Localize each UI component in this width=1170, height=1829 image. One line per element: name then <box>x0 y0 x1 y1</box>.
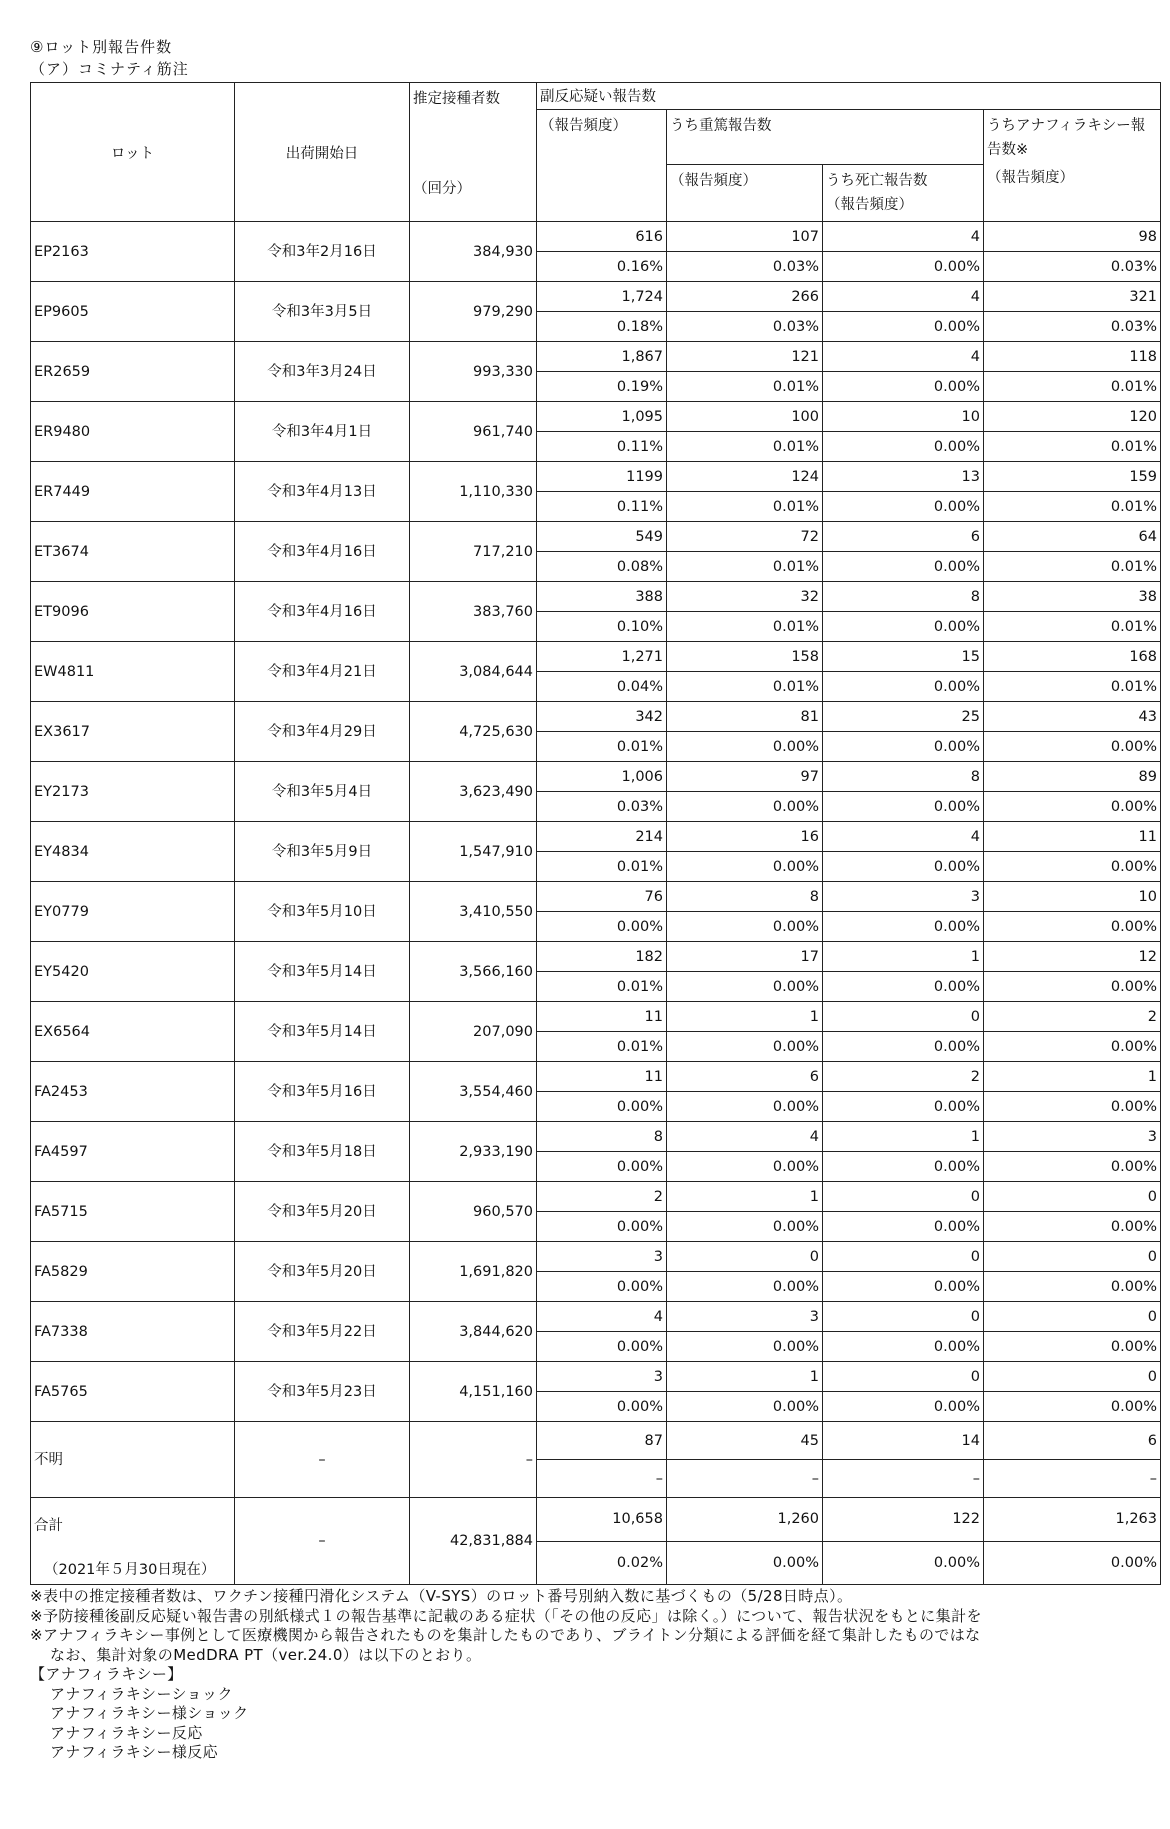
vaccinated-cell: 960,570 <box>410 1182 537 1242</box>
vaccinated-cell: 979,290 <box>410 282 537 342</box>
anaphylaxis-count-cell: 12 <box>984 942 1161 972</box>
lot-cell: 不明 <box>31 1422 235 1498</box>
suspected-count-cell: 214 <box>537 822 667 852</box>
death-count-cell: 2 <box>823 1062 984 1092</box>
serious-count-cell: 72 <box>667 522 823 552</box>
anaphylaxis-count-cell: 120 <box>984 402 1161 432</box>
suspected-count-cell: 549 <box>537 522 667 552</box>
suspected-count-cell: 1,006 <box>537 762 667 792</box>
death-count-cell: 8 <box>823 762 984 792</box>
lot-cell: FA5715 <box>31 1182 235 1242</box>
table-row <box>31 282 1161 312</box>
death-freq-cell: 0.00% <box>823 912 984 942</box>
serious-count-cell: 16 <box>667 822 823 852</box>
header-suspected-freq: （報告頻度） <box>537 110 667 222</box>
table-row <box>31 1242 1161 1272</box>
serious-count-cell: 158 <box>667 642 823 672</box>
vaccinated-cell: 717,210 <box>410 522 537 582</box>
suspected-freq-cell: 0.11% <box>537 492 667 522</box>
header-vaccinated-label: 推定接種者数 <box>413 91 500 107</box>
anaphylaxis-freq-cell: 0.00% <box>984 1212 1161 1242</box>
table-row <box>31 1302 1161 1332</box>
death-freq-cell: 0.00% <box>823 1032 984 1062</box>
anaphylaxis-freq-cell: 0.03% <box>984 312 1161 342</box>
serious-freq-cell: 0.00% <box>667 972 823 1002</box>
suspected-count-cell: 11 <box>537 1062 667 1092</box>
suspected-freq-cell: 0.00% <box>537 1212 667 1242</box>
serious-freq-cell: 0.03% <box>667 312 823 342</box>
suspected-freq-cell: – <box>537 1460 667 1498</box>
suspected-count-cell: 342 <box>537 702 667 732</box>
death-count-cell: 13 <box>823 462 984 492</box>
table-row <box>31 1182 1161 1212</box>
death-freq-cell: 0.00% <box>823 1092 984 1122</box>
death-freq-cell: 0.00% <box>823 552 984 582</box>
suspected-count-cell: 616 <box>537 222 667 252</box>
death-count-cell: 14 <box>823 1422 984 1460</box>
ship-date-cell: 令和3年3月24日 <box>235 342 410 402</box>
suspected-count-cell: 1,724 <box>537 282 667 312</box>
anaphylaxis-freq-cell: 0.00% <box>984 912 1161 942</box>
anaphylaxis-count-cell: 89 <box>984 762 1161 792</box>
vaccinated-cell: 383,760 <box>410 582 537 642</box>
ship-date-cell: 令和3年5月20日 <box>235 1182 410 1242</box>
suspected-count-cell: 388 <box>537 582 667 612</box>
header-ship-date: 出荷開始日 <box>235 83 410 222</box>
lot-cell: FA2453 <box>31 1062 235 1122</box>
header-vaccinated <box>410 83 537 222</box>
death-count-cell: 3 <box>823 882 984 912</box>
lot-cell: EX3617 <box>31 702 235 762</box>
anaphylaxis-freq-cell: 0.01% <box>984 672 1161 702</box>
suspected-freq-cell: 0.00% <box>537 1272 667 1302</box>
ship-date-cell: 令和3年4月21日 <box>235 642 410 702</box>
table-row <box>31 942 1161 972</box>
anaphylaxis-count-cell: 11 <box>984 822 1161 852</box>
serious-count-cell: 17 <box>667 942 823 972</box>
anaphylaxis-count-cell: 1,263 <box>984 1498 1161 1542</box>
ship-date-cell: 令和3年5月9日 <box>235 822 410 882</box>
lot-cell: ER9480 <box>31 402 235 462</box>
table-row <box>31 762 1161 792</box>
ship-date-cell: 令和3年4月1日 <box>235 402 410 462</box>
header-death <box>823 165 984 222</box>
vaccinated-cell: 3,084,644 <box>410 642 537 702</box>
suspected-count-cell: 3 <box>537 1242 667 1272</box>
note-2: ※予防接種後副反応疑い報告書の別紙様式１の報告基準に記載のある症状（「その他の反応」は除く。）について、報告状況をもとに集計を <box>30 1606 982 1625</box>
header-suspected: 副反応疑い報告数 <box>537 83 1161 110</box>
serious-freq-cell: 0.01% <box>667 372 823 402</box>
vaccinated-cell: 4,151,160 <box>410 1362 537 1422</box>
serious-freq-cell: 0.00% <box>667 1032 823 1062</box>
vaccinated-cell: 1,547,910 <box>410 822 537 882</box>
anaphylaxis-count-cell: 168 <box>984 642 1161 672</box>
ship-date-cell: 令和3年4月13日 <box>235 462 410 522</box>
serious-freq-cell: 0.00% <box>667 1392 823 1422</box>
anaphylaxis-count-cell: 321 <box>984 282 1161 312</box>
suspected-count-cell: 4 <box>537 1302 667 1332</box>
lot-cell: FA5765 <box>31 1362 235 1422</box>
anaphylaxis-freq-cell: 0.00% <box>984 1032 1161 1062</box>
header-anaphylaxis-freq: （報告頻度） <box>987 170 1074 186</box>
lot-cell: EP9605 <box>31 282 235 342</box>
serious-count-cell: 4 <box>667 1122 823 1152</box>
ship-date-cell: 令和3年2月16日 <box>235 222 410 282</box>
total-label: 合計 <box>34 1518 63 1534</box>
serious-count-cell: 32 <box>667 582 823 612</box>
anaphylaxis-count-cell: 10 <box>984 882 1161 912</box>
serious-count-cell: 100 <box>667 402 823 432</box>
section-title: ⑨ロット別報告件数 <box>30 38 173 56</box>
suspected-freq-cell: 0.00% <box>537 1332 667 1362</box>
serious-count-cell: 8 <box>667 882 823 912</box>
vaccinated-cell: 993,330 <box>410 342 537 402</box>
death-freq-cell: 0.00% <box>823 1212 984 1242</box>
ship-date-cell: 令和3年5月23日 <box>235 1362 410 1422</box>
death-count-cell: 4 <box>823 222 984 252</box>
ship-date-cell: 令和3年4月16日 <box>235 582 410 642</box>
pt-item: アナフィラキシー様反応 <box>50 1743 219 1761</box>
suspected-freq-cell: 0.02% <box>537 1541 667 1585</box>
anaphylaxis-count-cell: 118 <box>984 342 1161 372</box>
ship-date-cell: – <box>235 1498 410 1585</box>
lot-cell: EY2173 <box>31 762 235 822</box>
suspected-count-cell: 2 <box>537 1182 667 1212</box>
death-count-cell: 0 <box>823 1182 984 1212</box>
anaphylaxis-freq-cell: 0.01% <box>984 612 1161 642</box>
anaphylaxis-freq-cell: 0.00% <box>984 1332 1161 1362</box>
death-freq-cell: 0.00% <box>823 972 984 1002</box>
suspected-count-cell: 87 <box>537 1422 667 1460</box>
serious-count-cell: 3 <box>667 1302 823 1332</box>
vaccinated-cell: 384,930 <box>410 222 537 282</box>
anaphylaxis-freq-cell: 0.00% <box>984 1272 1161 1302</box>
header-row <box>31 83 1161 110</box>
suspected-freq-cell: 0.08% <box>537 552 667 582</box>
note-4: なお、集計対象のMedDRA PT（ver.24.0）は以下のとおり。 <box>50 1645 482 1664</box>
as-of-date: （2021年５月30日現在） <box>44 1562 216 1578</box>
anaphylaxis-count-cell: 159 <box>984 462 1161 492</box>
anaphylaxis-count-cell: 38 <box>984 582 1161 612</box>
lot-cell: ET9096 <box>31 582 235 642</box>
anaphylaxis-freq-cell: 0.00% <box>984 1152 1161 1182</box>
vaccinated-cell: 1,691,820 <box>410 1242 537 1302</box>
suspected-freq-cell: 0.01% <box>537 732 667 762</box>
table-row <box>31 402 1161 432</box>
document-page <box>30 36 1157 1763</box>
anaphylaxis-count-cell: 0 <box>984 1362 1161 1392</box>
death-freq-cell: 0.00% <box>823 312 984 342</box>
death-count-cell: 10 <box>823 402 984 432</box>
ship-date-cell: 令和3年5月18日 <box>235 1122 410 1182</box>
death-count-cell: 122 <box>823 1498 984 1542</box>
death-count-cell: 0 <box>823 1242 984 1272</box>
note-3: ※アナフィラキシー事例として医療機関から報告されたものを集計したものであり、ブライトン分類による評価を経て集計したものではな <box>30 1626 981 1644</box>
anaphylaxis-freq-cell: 0.03% <box>984 252 1161 282</box>
suspected-count-cell: 10,658 <box>537 1498 667 1542</box>
vaccinated-cell: 4,725,630 <box>410 702 537 762</box>
anaphylaxis-count-cell: 0 <box>984 1302 1161 1332</box>
death-count-cell: 8 <box>823 582 984 612</box>
suspected-count-cell: 182 <box>537 942 667 972</box>
suspected-freq-cell: 0.01% <box>537 1032 667 1062</box>
death-freq-cell: 0.00% <box>823 1541 984 1585</box>
table-row <box>31 1122 1161 1152</box>
ship-date-cell: 令和3年5月22日 <box>235 1302 410 1362</box>
serious-count-cell: 45 <box>667 1422 823 1460</box>
header-anaphylaxis <box>984 110 1161 222</box>
footnotes <box>30 1587 1150 1763</box>
suspected-freq-cell: 0.11% <box>537 432 667 462</box>
table-row <box>31 222 1161 252</box>
lot-cell: FA4597 <box>31 1122 235 1182</box>
anaphylaxis-freq-cell: 0.01% <box>984 492 1161 522</box>
death-count-cell: 4 <box>823 282 984 312</box>
header-serious: うち重篤報告数 <box>667 110 984 165</box>
table-row <box>31 882 1161 912</box>
death-freq-cell: 0.00% <box>823 852 984 882</box>
table-row <box>31 702 1161 732</box>
serious-freq-cell: 0.00% <box>667 1212 823 1242</box>
serious-count-cell: 1 <box>667 1002 823 1032</box>
serious-count-cell: 0 <box>667 1242 823 1272</box>
anaphylaxis-count-cell: 3 <box>984 1122 1161 1152</box>
vaccinated-cell: 2,933,190 <box>410 1122 537 1182</box>
vaccinated-cell: 3,554,460 <box>410 1062 537 1122</box>
table-row <box>31 642 1161 672</box>
suspected-count-cell: 1,271 <box>537 642 667 672</box>
anaphylaxis-freq-cell: 0.00% <box>984 1541 1161 1585</box>
header-anaphylaxis-label: うちアナフィラキシー報告数※ <box>987 118 1146 158</box>
vaccinated-cell: 3,623,490 <box>410 762 537 822</box>
lot-cell: EY4834 <box>31 822 235 882</box>
death-freq-cell: 0.00% <box>823 672 984 702</box>
header-death-label: うち死亡報告数 <box>826 173 928 189</box>
death-freq-cell: 0.00% <box>823 612 984 642</box>
vaccinated-cell: 3,410,550 <box>410 882 537 942</box>
serious-freq-cell: 0.00% <box>667 792 823 822</box>
suspected-freq-cell: 0.00% <box>537 1152 667 1182</box>
serious-freq-cell: 0.01% <box>667 492 823 522</box>
death-count-cell: 4 <box>823 822 984 852</box>
death-freq-cell: 0.00% <box>823 1152 984 1182</box>
suspected-count-cell: 1,867 <box>537 342 667 372</box>
death-count-cell: 0 <box>823 1302 984 1332</box>
suspected-freq-cell: 0.10% <box>537 612 667 642</box>
ship-date-cell: 令和3年5月14日 <box>235 1002 410 1062</box>
suspected-freq-cell: 0.03% <box>537 792 667 822</box>
serious-freq-cell: 0.00% <box>667 1541 823 1585</box>
death-freq-cell: 0.00% <box>823 492 984 522</box>
ship-date-cell: 令和3年5月4日 <box>235 762 410 822</box>
table-row <box>31 582 1161 612</box>
suspected-freq-cell: 0.00% <box>537 912 667 942</box>
anaphylaxis-freq-cell: 0.00% <box>984 1092 1161 1122</box>
serious-count-cell: 121 <box>667 342 823 372</box>
serious-count-cell: 6 <box>667 1062 823 1092</box>
lot-cell: EP2163 <box>31 222 235 282</box>
suspected-freq-cell: 0.16% <box>537 252 667 282</box>
death-count-cell: 0 <box>823 1002 984 1032</box>
anaphylaxis-freq-cell: 0.01% <box>984 372 1161 402</box>
subsection-title: （ア）コミナティ筋注 <box>30 60 189 78</box>
suspected-count-cell: 1,095 <box>537 402 667 432</box>
anaphylaxis-freq-cell: 0.00% <box>984 852 1161 882</box>
lot-cell: ER7449 <box>31 462 235 522</box>
vaccinated-cell: 42,831,884 <box>410 1498 537 1585</box>
ship-date-cell: 令和3年5月20日 <box>235 1242 410 1302</box>
serious-freq-cell: – <box>667 1460 823 1498</box>
suspected-count-cell: 8 <box>537 1122 667 1152</box>
serious-freq-cell: 0.00% <box>667 852 823 882</box>
vaccinated-cell: – <box>410 1422 537 1498</box>
suspected-freq-cell: 0.01% <box>537 852 667 882</box>
anaphylaxis-freq-cell: 0.00% <box>984 732 1161 762</box>
serious-count-cell: 266 <box>667 282 823 312</box>
serious-count-cell: 107 <box>667 222 823 252</box>
death-count-cell: 25 <box>823 702 984 732</box>
serious-freq-cell: 0.00% <box>667 1332 823 1362</box>
vaccinated-cell: 3,566,160 <box>410 942 537 1002</box>
note-1: ※表中の推定接種者数は、ワクチン接種円滑化システム（V-SYS）のロット番号別納入数に基づくもの（5/28日時点）。 <box>30 1587 853 1605</box>
anaphylaxis-count-cell: 64 <box>984 522 1161 552</box>
ship-date-cell: 令和3年5月10日 <box>235 882 410 942</box>
lot-cell: EY0779 <box>31 882 235 942</box>
pt-item: アナフィラキシーショック <box>50 1684 233 1703</box>
lot-cell: ER2659 <box>31 342 235 402</box>
death-count-cell: 0 <box>823 1362 984 1392</box>
serious-count-cell: 1,260 <box>667 1498 823 1542</box>
table-row <box>31 1002 1161 1032</box>
lot-cell: FA7338 <box>31 1302 235 1362</box>
table-row <box>31 522 1161 552</box>
anaphylaxis-count-cell: 6 <box>984 1422 1161 1460</box>
death-count-cell: 6 <box>823 522 984 552</box>
anaphylaxis-freq-cell: 0.00% <box>984 792 1161 822</box>
anaphylaxis-freq-cell: 0.00% <box>984 1392 1161 1422</box>
anaphylaxis-freq-cell: 0.00% <box>984 972 1161 1002</box>
death-freq-cell: 0.00% <box>823 1392 984 1422</box>
lot-report-table <box>30 82 1161 1585</box>
serious-freq-cell: 0.00% <box>667 912 823 942</box>
serious-freq-cell: 0.00% <box>667 732 823 762</box>
vaccinated-cell: 961,740 <box>410 402 537 462</box>
serious-freq-cell: 0.01% <box>667 552 823 582</box>
serious-freq-cell: 0.00% <box>667 1092 823 1122</box>
anaphylaxis-count-cell: 98 <box>984 222 1161 252</box>
serious-count-cell: 81 <box>667 702 823 732</box>
lot-cell: EX6564 <box>31 1002 235 1062</box>
death-freq-cell: 0.00% <box>823 432 984 462</box>
table-row <box>31 1498 1161 1542</box>
suspected-count-cell: 1199 <box>537 462 667 492</box>
suspected-freq-cell: 0.18% <box>537 312 667 342</box>
anaphylaxis-count-cell: 2 <box>984 1002 1161 1032</box>
table-row <box>31 1062 1161 1092</box>
ship-date-cell: 令和3年5月14日 <box>235 942 410 1002</box>
table-row <box>31 342 1161 372</box>
suspected-freq-cell: 0.00% <box>537 1092 667 1122</box>
suspected-freq-cell: 0.00% <box>537 1392 667 1422</box>
death-freq-cell: 0.00% <box>823 792 984 822</box>
serious-count-cell: 1 <box>667 1182 823 1212</box>
header-lot: ロット <box>31 83 235 222</box>
suspected-freq-cell: 0.01% <box>537 972 667 1002</box>
header-vaccinated-unit: （回分） <box>413 181 471 197</box>
table-row <box>31 1422 1161 1460</box>
vaccinated-cell: 1,110,330 <box>410 462 537 522</box>
anaphylaxis-count-cell: 43 <box>984 702 1161 732</box>
ship-date-cell: – <box>235 1422 410 1498</box>
death-count-cell: 1 <box>823 1122 984 1152</box>
ship-date-cell: 令和3年3月5日 <box>235 282 410 342</box>
header-death-freq: （報告頻度） <box>826 197 913 213</box>
death-count-cell: 1 <box>823 942 984 972</box>
serious-freq-cell: 0.03% <box>667 252 823 282</box>
ship-date-cell: 令和3年4月29日 <box>235 702 410 762</box>
death-freq-cell: 0.00% <box>823 252 984 282</box>
death-freq-cell: – <box>823 1460 984 1498</box>
lot-cell: EW4811 <box>31 642 235 702</box>
death-count-cell: 4 <box>823 342 984 372</box>
pt-item: アナフィラキシー反応 <box>50 1723 203 1742</box>
lot-cell: EY5420 <box>31 942 235 1002</box>
lot-cell: ET3674 <box>31 522 235 582</box>
serious-count-cell: 97 <box>667 762 823 792</box>
suspected-freq-cell: 0.04% <box>537 672 667 702</box>
suspected-count-cell: 76 <box>537 882 667 912</box>
anaphylaxis-freq-cell: – <box>984 1460 1161 1498</box>
pt-item: アナフィラキシー様ショック <box>50 1704 249 1722</box>
suspected-freq-cell: 0.19% <box>537 372 667 402</box>
table-row <box>31 822 1161 852</box>
serious-count-cell: 1 <box>667 1362 823 1392</box>
death-freq-cell: 0.00% <box>823 372 984 402</box>
suspected-count-cell: 3 <box>537 1362 667 1392</box>
ship-date-cell: 令和3年4月16日 <box>235 522 410 582</box>
serious-freq-cell: 0.01% <box>667 672 823 702</box>
table-body <box>31 83 1161 1585</box>
table-row <box>31 462 1161 492</box>
table-row <box>31 1362 1161 1392</box>
vaccinated-cell: 207,090 <box>410 1002 537 1062</box>
anaphylaxis-count-cell: 0 <box>984 1242 1161 1272</box>
serious-freq-cell: 0.00% <box>667 1152 823 1182</box>
suspected-count-cell: 11 <box>537 1002 667 1032</box>
serious-freq-cell: 0.01% <box>667 612 823 642</box>
anaphylaxis-count-cell: 1 <box>984 1062 1161 1092</box>
serious-count-cell: 124 <box>667 462 823 492</box>
serious-freq-cell: 0.00% <box>667 1272 823 1302</box>
death-count-cell: 15 <box>823 642 984 672</box>
serious-freq-cell: 0.01% <box>667 432 823 462</box>
pt-header: 【アナフィラキシー】 <box>30 1665 183 1683</box>
anaphylaxis-freq-cell: 0.01% <box>984 432 1161 462</box>
death-freq-cell: 0.00% <box>823 1272 984 1302</box>
lot-cell: FA5829 <box>31 1242 235 1302</box>
header-serious-freq: （報告頻度） <box>667 165 823 222</box>
death-freq-cell: 0.00% <box>823 1332 984 1362</box>
death-freq-cell: 0.00% <box>823 732 984 762</box>
anaphylaxis-freq-cell: 0.01% <box>984 552 1161 582</box>
vaccinated-cell: 3,844,620 <box>410 1302 537 1362</box>
lot-cell <box>31 1498 235 1585</box>
ship-date-cell: 令和3年5月16日 <box>235 1062 410 1122</box>
anaphylaxis-count-cell: 0 <box>984 1182 1161 1212</box>
